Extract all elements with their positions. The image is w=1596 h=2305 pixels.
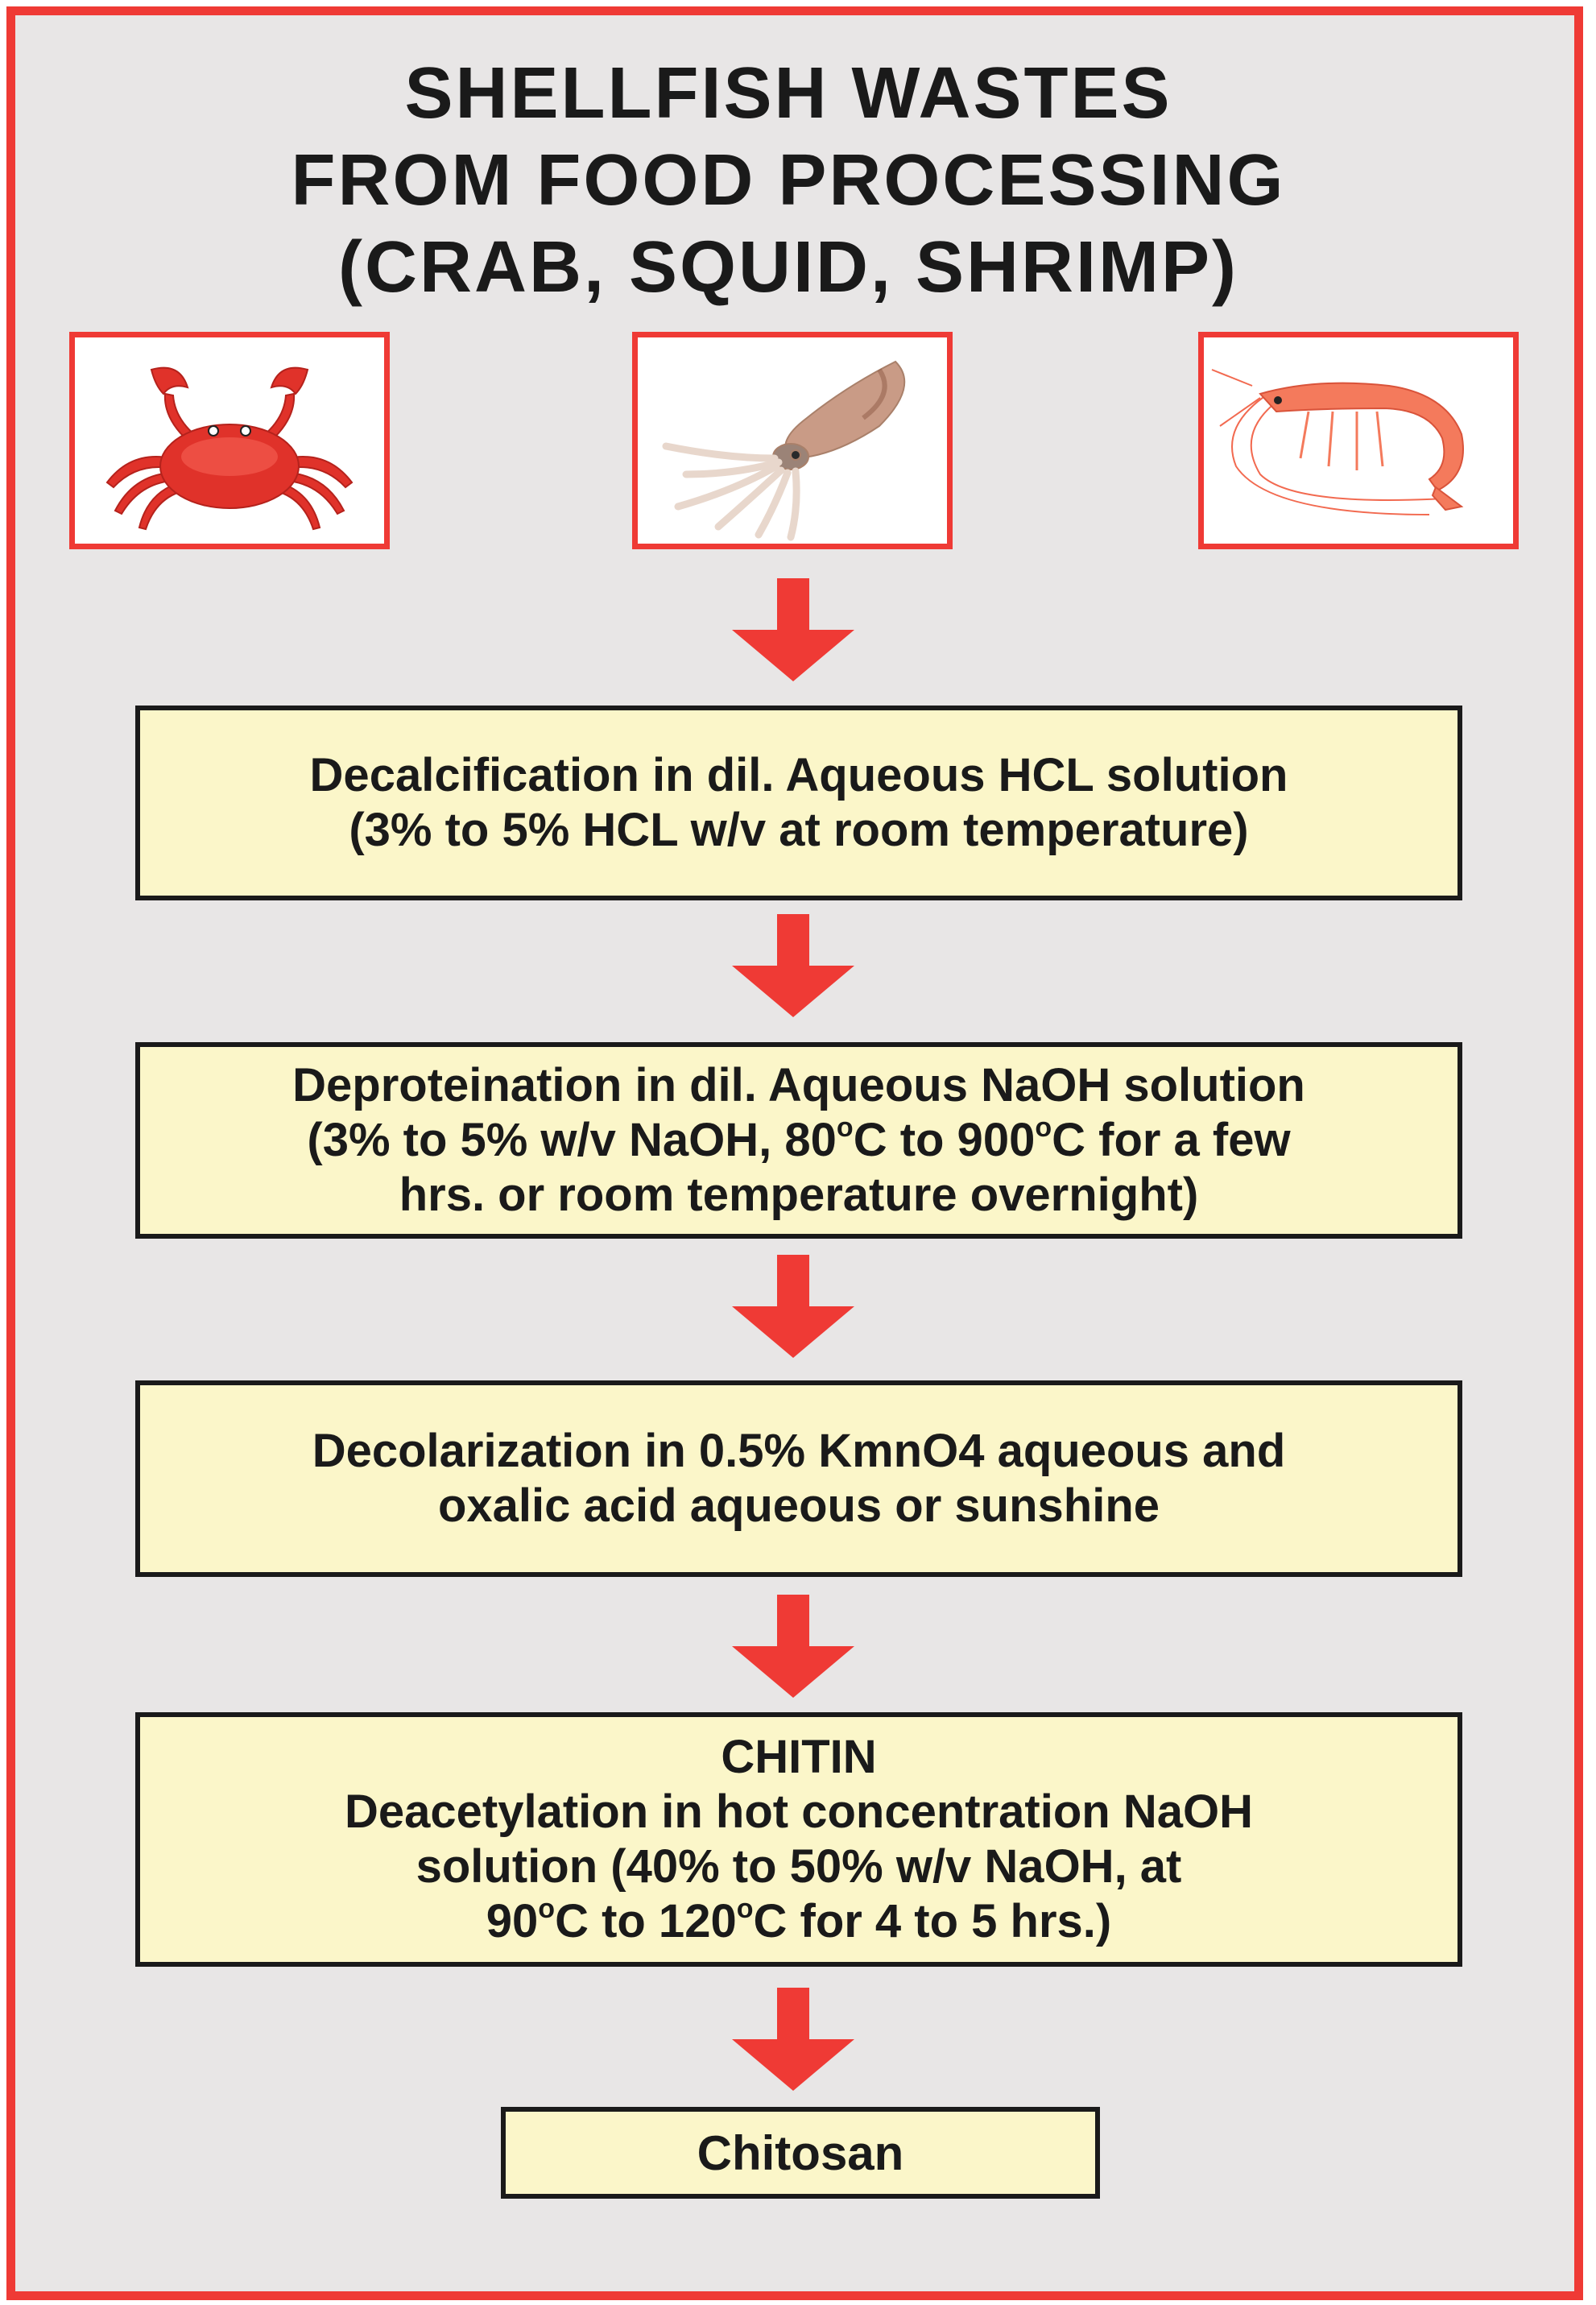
- step-3-line-2: oxalic acid aqueous or sunshine: [437, 1479, 1160, 1532]
- step-decolarization: [135, 1380, 1462, 1577]
- shrimp-image: [1198, 332, 1519, 549]
- step-2-line-2: (3% to 5% w/v NaOH, 80$^o$C to 900$^o$C for a few: [307, 1112, 1291, 1166]
- step-1-line-2: (3% to 5% HCL w/v at room temperature): [349, 804, 1249, 856]
- step-2-line-1: Deproteination in dil. Aqueous NaOH solution: [292, 1059, 1305, 1111]
- flow-arrow-1: [732, 578, 854, 681]
- step-decalcification: [135, 706, 1462, 900]
- flow-arrow-5: [732, 1988, 854, 2091]
- flow-arrow-2: [732, 914, 854, 1017]
- shrimp-icon: [1204, 337, 1513, 544]
- crab-image: [69, 332, 390, 549]
- step-4-heading: CHITIN: [721, 1731, 877, 1783]
- title-line-2: FROM FOOD PROCESSING: [291, 140, 1286, 221]
- step-3-line-1: Decolarization in 0.5% KmnO4 aqueous and: [312, 1425, 1286, 1477]
- title-line-1: SHELLFISH WASTES: [404, 53, 1172, 134]
- diagram-title: [0, 50, 1577, 311]
- step-1-line-1: Decalcification in dil. Aqueous HCL solution: [309, 749, 1288, 801]
- step-4-line-2: solution (40% to 50% w/v NaOH, at: [416, 1840, 1182, 1893]
- step-2-line-3: hrs. or room temperature overnight): [399, 1169, 1199, 1221]
- step-chitin-deacetylation: [135, 1712, 1462, 1967]
- crab-icon: [75, 337, 384, 544]
- title-line-3: (CRAB, SQUID, SHRIMP): [338, 227, 1238, 308]
- squid-icon: [638, 337, 947, 544]
- squid-image: [632, 332, 953, 549]
- result-chitosan: Chitosan: [501, 2107, 1100, 2199]
- step-4-line-1: Deacetylation in hot concentration NaOH: [345, 1786, 1253, 1838]
- flow-arrow-3: [732, 1255, 854, 1358]
- flow-arrow-4: [732, 1595, 854, 1698]
- step-deproteination: [135, 1042, 1462, 1239]
- step-4-line-3: 90$^o$C to 120$^o$C for 4 to 5 hrs.): [486, 1893, 1112, 1947]
